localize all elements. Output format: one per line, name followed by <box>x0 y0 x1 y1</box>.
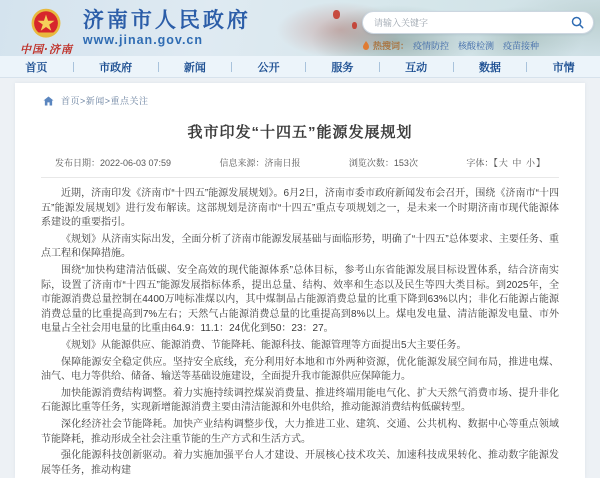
article-paragraph: 加快能源消费结构调整。着力实施持续调控煤炭消费量、推进终端用能电气化、扩大天然气消费市场、提升非化石能源比重等任务，实现新增能源消费主要由清洁能源和外电供给，推动能源消费结构低碳转型。 <box>41 387 559 414</box>
search-box[interactable] <box>362 11 594 34</box>
view-count: 浏览次数：153次 <box>348 158 418 168</box>
article-paragraph: 强化能源科技创新驱动。着力实施加强平台人才建设、开展核心技术攻关、加速科技成果转化、推动数字能源发展等任务，推动构建 <box>41 450 559 476</box>
site-title[interactable]: 济南市人民政府 <box>82 9 251 32</box>
home-icon[interactable] <box>43 96 54 106</box>
article-paragraph: 《规划》从济南实际出发，全面分析了济南市能源发展基础与面临形势，明确了“十四五”总体要求、主要任务、重点工程和保障措施。 <box>41 233 559 260</box>
nav-item-news[interactable]: 新闻 <box>183 61 206 74</box>
nav-separator <box>231 62 232 72</box>
hot-icon <box>362 41 370 51</box>
search-area <box>362 11 594 52</box>
nav-item-interaction[interactable]: 互动 <box>405 61 428 74</box>
nav-item-disclosure[interactable]: 公开 <box>257 61 280 74</box>
hot-search-word[interactable]: 核酸检测 <box>458 41 495 51</box>
nav-separator <box>305 62 306 72</box>
national-emblem-icon <box>29 7 63 41</box>
font-size-small-button[interactable]: 小 <box>525 158 535 168</box>
site-header <box>0 0 600 56</box>
nav-separator <box>158 62 159 72</box>
article-paragraph: 保障能源安全稳定供应。坚持安全底线，充分利用好本地和市外两种资源，优化能源发展空间布局，推进电煤、油气、电力等供给、储备、输送等基础设施建设，全面提升我市能源供应保障能力。 <box>41 356 559 383</box>
font-size-controls <box>466 156 545 169</box>
main-nav <box>0 56 600 78</box>
nav-item-government[interactable]: 市政府 <box>99 61 133 74</box>
nav-item-services[interactable]: 服务 <box>331 61 354 74</box>
article-paragraph: 《规划》从能源供应、能源消费、节能降耗、能源科技、能源管理等方面提出5大主要任务。 <box>61 339 467 351</box>
article-paragraph: 深化经济社会节能降耗。加快产业结构调整步伐，大力推进工业、建筑、交通、公共机构、数据中心等重点领域节能降耗，推动形成全社会注重节能的生产方式和生活方式。 <box>41 418 559 445</box>
font-size-label: 字体：【 <box>466 158 498 168</box>
publish-date: 发布日期：2022-06-03 07:59 <box>55 158 172 168</box>
nav-separator <box>73 62 74 72</box>
article-body <box>41 187 559 478</box>
article-paragraph: 围绕“加快构建清洁低碳、安全高效的现代能源体系”总体目标，参考山东省能源发展目标设置体系，结合济南实际，设置了济南市“十四五”能源发展指标体系，提出总量、结构、效率和生态以及民生等四大类目标。到2025年，全市能源消费总量控制在4400万吨标准煤以内，其中煤制品占能源消费总量的比重下降到63%以内；非化石能源占能源消费总量的比重提高到7%左右；天然气占能源消费总量的比重提高到8%以上。煤电发电量、清洁能源发电量、市外电量占全社会用电量的比重由64.9：11.1：24优化到50：23：27。 <box>41 264 559 335</box>
article-paragraph: 近期，济南印发《济南市“十四五”能源发展规划》。6月2日，济南市委市政府新闻发布会召开，围绕《济南市“十四五”能源发展规划》进行发布解读。这部规划是济南市“十四五”重点专项规划之一，是未来一个时期济南市现代能源体系建设的重要指引。 <box>41 188 559 229</box>
page-main <box>0 78 600 478</box>
brand-badge: 中国·济南 <box>20 43 73 56</box>
search-icon <box>571 16 584 29</box>
hot-search-label: 热搜词： <box>373 41 410 51</box>
nav-item-city-info[interactable]: 市情 <box>552 61 575 74</box>
breadcrumb-path[interactable]: 首页>新闻>重点关注 <box>61 96 149 106</box>
font-size-label-close: 】 <box>535 158 545 168</box>
font-size-large-button[interactable]: 大 <box>498 158 508 168</box>
site-url[interactable]: www.jinan.gov.cn <box>82 33 204 47</box>
hot-search-word[interactable]: 疫情防控 <box>413 41 450 51</box>
nav-separator <box>453 62 454 72</box>
nav-item-data[interactable]: 数据 <box>478 61 501 74</box>
article-title: 我市印发“十四五”能源发展规划 <box>187 124 413 141</box>
site-logo[interactable] <box>20 7 73 56</box>
font-size-medium-button[interactable]: 中 <box>512 158 522 168</box>
search-button[interactable] <box>571 16 584 29</box>
nav-separator <box>379 62 380 72</box>
hot-search-word[interactable]: 疫苗接种 <box>503 41 540 51</box>
info-source: 信息来源：济南日报 <box>219 158 301 168</box>
nav-separator <box>526 62 527 72</box>
breadcrumb <box>41 89 559 111</box>
article-panel <box>15 83 585 478</box>
nav-item-home[interactable]: 首页 <box>25 61 48 74</box>
hot-search-row <box>362 39 594 52</box>
article-meta <box>41 153 559 178</box>
search-input[interactable] <box>372 17 571 29</box>
